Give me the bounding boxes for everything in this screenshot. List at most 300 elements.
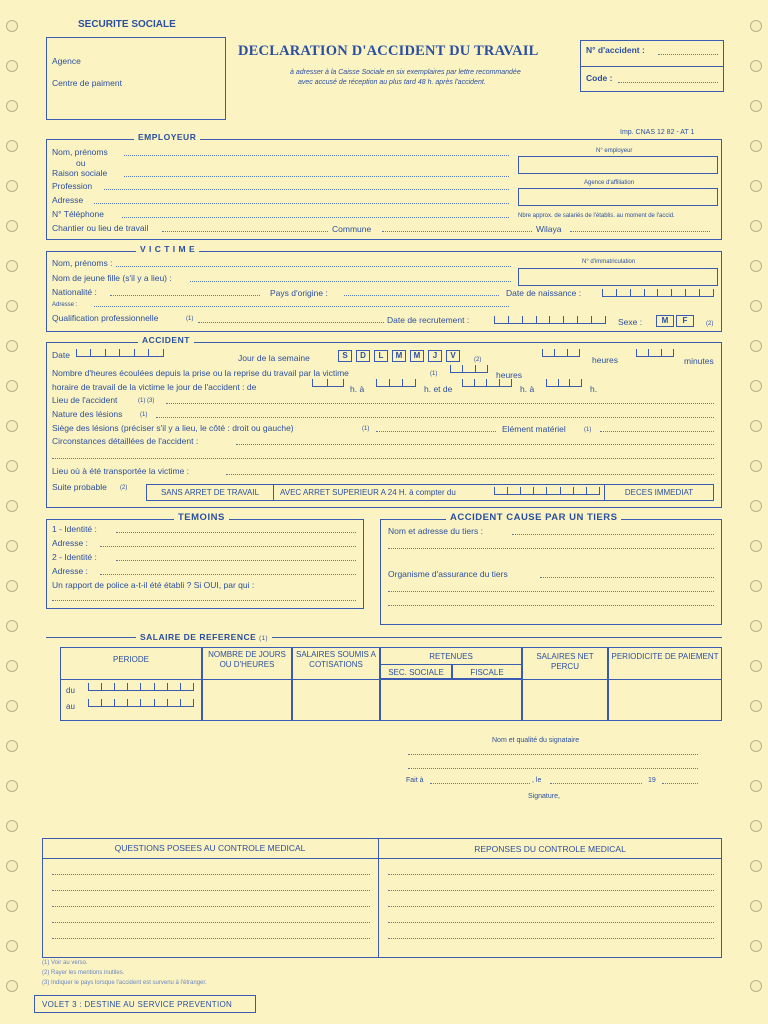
- sal-periodicite-header: PERIODICITE DE PAIEMENT: [611, 652, 719, 661]
- sig-nom-qualite-label: Nom et qualité du signataire: [492, 737, 580, 744]
- acc-lieu-label: Lieu de l'accident: [52, 395, 118, 405]
- medical-questions-header: QUESTIONS POSEES AU CONTROLE MEDICAL: [114, 843, 306, 853]
- perforation-hole: [6, 940, 18, 952]
- perforation-hole: [6, 780, 18, 792]
- comb-tick: [487, 365, 488, 372]
- comb-tick: [579, 349, 580, 356]
- comb-tick: [508, 316, 509, 323]
- medical-q-line1[interactable]: [52, 874, 370, 875]
- comb-tick: [657, 289, 658, 296]
- comb-tick: [713, 289, 714, 296]
- sal-retenues-header: RETENUES: [429, 652, 473, 661]
- perforation-hole: [6, 500, 18, 512]
- perforation-hole: [6, 60, 18, 72]
- perforation-hole: [750, 340, 762, 352]
- comb-tick: [402, 379, 403, 386]
- acc-date-label: Date: [52, 350, 70, 360]
- comb-tick: [591, 316, 592, 323]
- tiers-organisme-field2[interactable]: [388, 591, 714, 592]
- medical-q-line2[interactable]: [52, 890, 370, 891]
- acc-nb-heures-unit: heures: [496, 370, 522, 380]
- comb-tick: [577, 316, 578, 323]
- comb-tick: [486, 379, 487, 386]
- comb-tick: [499, 379, 500, 386]
- comb-tick: [536, 316, 537, 323]
- medical-r-line4[interactable]: [388, 922, 714, 923]
- emp-nbre-salaries-label: Nbre approx. de salariés de l'établis. au moment de l'accid.: [518, 213, 675, 219]
- vic-sexe-m-box[interactable]: M: [656, 315, 674, 327]
- accident-heading: ACCIDENT: [138, 335, 194, 345]
- emp-ou-label: ou: [76, 158, 86, 168]
- acc-avec-arret-option[interactable]: AVEC ARRET SUPERIEUR A 24 H. à compter du: [280, 488, 456, 497]
- securite-sociale-label: SECURITE SOCIALE: [78, 19, 176, 30]
- perforation-hole: [6, 620, 18, 632]
- comb-tick: [673, 349, 674, 356]
- vic-num-immatriculation-label: N° d'immatriculation: [582, 259, 636, 265]
- comb-tick: [114, 699, 115, 706]
- tem-adresse1-label: Adresse :: [52, 538, 88, 548]
- comb-tick: [101, 683, 102, 690]
- emp-nom-field[interactable]: [124, 155, 509, 156]
- emp-commune-field[interactable]: [382, 231, 532, 232]
- comb-tick: [671, 289, 672, 296]
- acc-day-box[interactable]: M: [392, 350, 406, 362]
- comb-tick: [114, 683, 115, 690]
- comb-tick: [462, 365, 463, 372]
- num-accident-field[interactable]: [658, 54, 718, 55]
- medical-header-rule: [42, 858, 722, 859]
- medical-r-line3[interactable]: [388, 906, 714, 907]
- acc-deces-option[interactable]: DECES IMMEDIAT: [604, 484, 714, 501]
- acc-element-note: (1): [584, 427, 592, 433]
- comb-tick: [507, 487, 508, 494]
- vic-jeune-fille-field[interactable]: [190, 281, 511, 282]
- perforation-hole: [6, 140, 18, 152]
- perforation-hole: [750, 140, 762, 152]
- sig-nom-field2[interactable]: [408, 768, 698, 769]
- comb-tick: [163, 349, 164, 356]
- centre-paiement-label: Centre de paiment: [52, 78, 122, 88]
- comb-tick: [88, 683, 89, 690]
- comb-tick: [180, 683, 181, 690]
- perforation-hole: [6, 740, 18, 752]
- comb-tick: [134, 349, 135, 356]
- comb-tick: [148, 349, 149, 356]
- perforation-hole: [750, 220, 762, 232]
- perforation-hole: [750, 660, 762, 672]
- tem-id1-label: 1 - Identité :: [52, 524, 97, 534]
- acc-nb-heures-field[interactable]: [450, 364, 488, 373]
- comb-tick: [90, 349, 91, 356]
- comb-tick: [520, 487, 521, 494]
- acc-element-label: Elément matériel: [502, 424, 566, 434]
- tem-rapport-field[interactable]: [52, 600, 356, 601]
- perforation-hole: [6, 220, 18, 232]
- victime-heading: V I C T I M E: [136, 244, 199, 254]
- sal-sec-sociale-header: SEC. SOCIALE: [388, 668, 444, 677]
- perforation-hole: [6, 100, 18, 112]
- comb-tick: [563, 316, 564, 323]
- acc-horaire-a1: h. à: [350, 384, 365, 394]
- comb-tick: [661, 349, 662, 356]
- perforation-hole: [750, 380, 762, 392]
- acc-suite-note: (2): [120, 485, 128, 491]
- perforation-hole: [750, 780, 762, 792]
- sig-signature-label: Signature,: [528, 793, 560, 800]
- comb-tick: [569, 379, 570, 386]
- comb-tick: [546, 379, 547, 386]
- comb-tick: [685, 289, 686, 296]
- comb-tick: [76, 349, 77, 356]
- comb-tick: [154, 699, 155, 706]
- vic-adresse-field[interactable]: [94, 306, 509, 307]
- comb-tick: [511, 379, 512, 386]
- tem-adresse1-field[interactable]: [100, 546, 356, 547]
- perforation-hole: [6, 700, 18, 712]
- sig-annee-field[interactable]: [662, 783, 698, 784]
- tiers-nom-field2[interactable]: [388, 548, 714, 549]
- emp-raison-label: Raison sociale: [52, 168, 108, 178]
- comb-tick: [554, 349, 555, 356]
- comb-tick: [560, 487, 561, 494]
- perforation-hole: [6, 300, 18, 312]
- perforation-hole: [750, 900, 762, 912]
- acc-nature-note: (1): [140, 412, 148, 418]
- acc-heures-field[interactable]: [542, 348, 580, 357]
- perforation-hole: [750, 420, 762, 432]
- comb-tick: [573, 487, 574, 494]
- perforation-hole: [750, 980, 762, 992]
- acc-circonstances-label: Circonstances détaillées de l'accident :: [52, 436, 199, 446]
- volet-label: VOLET 3 : DESTINE AU SERVICE PREVENTION: [42, 1000, 233, 1009]
- code-field[interactable]: [618, 82, 718, 83]
- perforation-hole: [750, 620, 762, 632]
- emp-telephone-label: N° Téléphone: [52, 209, 104, 219]
- tem-id2-label: 2 - Identité :: [52, 552, 97, 562]
- vic-jeune-fille-label: Nom de jeune fille (s'il y a lieu) :: [52, 273, 172, 283]
- left-perforation: [4, 0, 20, 1024]
- footnote-2: (2) Rayer les mentions inutiles.: [42, 970, 125, 976]
- comb-tick: [119, 349, 120, 356]
- perforation-hole: [750, 20, 762, 32]
- perforation-hole: [6, 820, 18, 832]
- acc-lieu-note: (1) (3): [138, 398, 155, 404]
- vic-qualification-note: (1): [186, 316, 194, 322]
- perforation-hole: [6, 580, 18, 592]
- emp-num-employeur-label: N° employeur: [596, 148, 633, 154]
- perforation-hole: [6, 340, 18, 352]
- sal-du-label: du: [66, 686, 75, 695]
- perforation-hole: [6, 460, 18, 472]
- acc-avec-arret-date[interactable]: [494, 486, 600, 495]
- comb-tick: [699, 289, 700, 296]
- vic-pays-label: Pays d'origine :: [270, 288, 328, 298]
- medical-q-line3[interactable]: [52, 906, 370, 907]
- vic-sexe-note: (2): [706, 321, 714, 327]
- comb-tick: [558, 379, 559, 386]
- acc-siege-field[interactable]: [376, 431, 496, 432]
- comb-tick: [462, 379, 463, 386]
- tiers-heading: ACCIDENT CAUSE PAR UN TIERS: [446, 512, 621, 523]
- perforation-hole: [750, 820, 762, 832]
- vic-nationalite-label: Nationalité :: [52, 287, 97, 297]
- comb-tick: [180, 699, 181, 706]
- perforation-hole: [6, 980, 18, 992]
- comb-tick: [605, 316, 606, 323]
- comb-tick: [376, 379, 377, 386]
- acc-nature-field[interactable]: [156, 417, 714, 418]
- emp-wilaya-field[interactable]: [570, 231, 710, 232]
- comb-tick: [549, 316, 550, 323]
- comb-tick: [101, 699, 102, 706]
- acc-day-box[interactable]: L: [374, 350, 388, 362]
- emp-chantier-field[interactable]: [162, 231, 328, 232]
- acc-minutes-field[interactable]: [636, 348, 674, 357]
- emp-agence-affiliation-box[interactable]: [518, 188, 718, 206]
- comb-tick: [644, 289, 645, 296]
- vic-qualification-field[interactable]: [198, 322, 384, 323]
- sig-le-label: , le: [532, 777, 542, 784]
- emp-adresse-field[interactable]: [94, 203, 509, 204]
- medical-q-line4[interactable]: [52, 922, 370, 923]
- emp-telephone-field[interactable]: [122, 217, 509, 218]
- perforation-hole: [750, 460, 762, 472]
- comb-tick: [343, 379, 344, 386]
- comb-tick: [599, 487, 600, 494]
- comb-tick: [88, 699, 89, 706]
- emp-wilaya-label: Wilaya: [536, 224, 562, 234]
- perforation-hole: [750, 940, 762, 952]
- sal-header-rule: [60, 679, 722, 680]
- perforation-hole: [750, 100, 762, 112]
- medical-q-line5[interactable]: [52, 938, 370, 939]
- comb-tick: [648, 349, 649, 356]
- perforation-hole: [6, 900, 18, 912]
- acc-lieu-field[interactable]: [166, 403, 714, 404]
- perforation-hole: [750, 300, 762, 312]
- medical-r-line5[interactable]: [388, 938, 714, 939]
- comb-tick: [636, 349, 637, 356]
- vic-sexe-label: Sexe :: [618, 317, 643, 327]
- perforation-hole: [6, 420, 18, 432]
- acc-sans-arret-option[interactable]: SANS ARRET DE TRAVAIL: [146, 484, 274, 501]
- sal-soumis-header: SALAIRES SOUMIS A COTISATIONS: [295, 650, 377, 669]
- tiers-organisme-field1[interactable]: [540, 577, 714, 578]
- comb-tick: [522, 316, 523, 323]
- comb-tick: [154, 683, 155, 690]
- agence-label: Agence: [52, 56, 81, 66]
- sal-periode-header: PERIODE: [112, 655, 149, 664]
- perforation-hole: [6, 20, 18, 32]
- tiers-organisme-label: Organisme d'assurance du tiers: [388, 569, 508, 579]
- vic-qualification-label: Qualification professionnelle: [52, 313, 159, 323]
- perforation-hole: [6, 860, 18, 872]
- acc-horaire-from2[interactable]: [462, 378, 512, 387]
- acc-siege-note: (1): [362, 426, 370, 432]
- acc-element-field[interactable]: [600, 431, 714, 432]
- perforation-hole: [6, 380, 18, 392]
- acc-horaire-to2[interactable]: [546, 378, 582, 387]
- perforation-hole: [750, 700, 762, 712]
- num-accident-label: N° d'accident :: [586, 45, 645, 55]
- vic-nationalite-field[interactable]: [110, 295, 260, 296]
- comb-tick: [602, 289, 603, 296]
- acc-nature-label: Nature des lésions: [52, 409, 123, 419]
- tem-id1-field[interactable]: [116, 532, 356, 533]
- comb-tick: [494, 487, 495, 494]
- acc-minutes-label: minutes: [684, 356, 714, 366]
- sig-nom-field1[interactable]: [408, 754, 698, 755]
- acc-horaire-from1[interactable]: [312, 378, 344, 387]
- tem-rapport-label: Un rapport de police a-t-il été établi ? Si OUI, par qui :: [52, 580, 255, 590]
- comb-tick: [494, 316, 495, 323]
- acc-lieu-transport-label: Lieu où à été transportée la victime :: [52, 466, 190, 476]
- tiers-nom-field1[interactable]: [512, 534, 714, 535]
- acc-date-field[interactable]: [76, 348, 164, 357]
- comb-tick: [450, 365, 451, 372]
- sal-jours-header: NOMBRE DE JOURS OU D'HEURES: [208, 650, 286, 669]
- vic-num-immatriculation-box[interactable]: [518, 268, 718, 286]
- comb-tick: [167, 699, 168, 706]
- acc-horaire-et-de: h. et de: [424, 384, 453, 394]
- perforation-hole: [6, 540, 18, 552]
- subtitle-line1: à adresser à la Caisse Sociale en six exemplaires par lettre recommandée: [290, 69, 521, 76]
- acc-circonstances-field2[interactable]: [52, 458, 714, 459]
- vic-date-naissance-field[interactable]: [602, 288, 714, 297]
- medical-r-line1[interactable]: [388, 874, 714, 875]
- acc-jour-semaine-label: Jour de la semaine: [238, 353, 310, 363]
- comb-tick: [193, 683, 194, 690]
- comb-tick: [127, 683, 128, 690]
- acc-horaire-to1[interactable]: [376, 378, 416, 387]
- emp-agence-affiliation-label: Agence d'affiliation: [584, 180, 635, 186]
- acc-day-box[interactable]: V: [446, 350, 460, 362]
- perforation-hole: [750, 500, 762, 512]
- vic-nom-label: Nom, prénoms :: [52, 258, 113, 268]
- acc-nb-heures-note: (1): [430, 371, 438, 377]
- employeur-heading: EMPLOYEUR: [134, 132, 200, 142]
- perforation-hole: [750, 860, 762, 872]
- emp-profession-field[interactable]: [104, 189, 509, 190]
- comb-tick: [474, 379, 475, 386]
- acc-day-box[interactable]: M: [410, 350, 424, 362]
- comb-tick: [389, 379, 390, 386]
- acc-siege-label: Siège des lésions (préciser s'il y a lieu, le côté : droit ou gauche): [52, 423, 294, 433]
- subtitle-line2: avec accusé de réception au plus tard 48 h. après l'accident.: [298, 79, 486, 86]
- perforation-hole: [750, 60, 762, 72]
- tem-id2-field[interactable]: [116, 560, 356, 561]
- vic-date-naissance-label: Date de naissance :: [506, 288, 582, 298]
- code-label: Code :: [586, 73, 613, 83]
- sal-net-header: SALAIRES NET PERCU: [536, 652, 594, 671]
- comb-tick: [581, 379, 582, 386]
- emp-commune-label: Commune: [332, 224, 372, 234]
- footnote-1: (1) Voir au verso.: [42, 960, 88, 966]
- sal-au-label: au: [66, 702, 75, 711]
- vic-date-recrutement-field[interactable]: [494, 315, 606, 324]
- acc-day-box[interactable]: D: [356, 350, 370, 362]
- acc-day-box[interactable]: J: [428, 350, 442, 362]
- form-title: DECLARATION D'ACCIDENT DU TRAVAIL: [238, 43, 539, 59]
- sal-fiscale-header: FISCALE: [470, 668, 504, 677]
- perforation-hole: [750, 580, 762, 592]
- tiers-nom-label: Nom et adresse du tiers :: [388, 526, 483, 536]
- acc-lieu-transport-field[interactable]: [226, 474, 714, 475]
- comb-tick: [415, 379, 416, 386]
- comb-tick: [127, 699, 128, 706]
- acc-nb-heures-label: Nombre d'heures écoulées depuis la prise ou la reprise du travail par la victime: [52, 368, 349, 378]
- accident-number-divider: [580, 66, 724, 67]
- medical-r-line2[interactable]: [388, 890, 714, 891]
- medical-reponses-header: REPONSES DU CONTROLE MEDICAL: [474, 844, 626, 854]
- perforation-hole: [6, 180, 18, 192]
- comb-tick: [616, 289, 617, 296]
- comb-tick: [630, 289, 631, 296]
- acc-circonstances-field1[interactable]: [236, 444, 714, 445]
- acc-horaire-a2: h. à: [520, 384, 535, 394]
- sig-fait-a-field[interactable]: [430, 783, 530, 784]
- comb-tick: [533, 487, 534, 494]
- tem-adresse2-field[interactable]: [100, 574, 356, 575]
- right-perforation: [748, 0, 764, 1024]
- sal-du-field[interactable]: [88, 682, 194, 691]
- comb-tick: [586, 487, 587, 494]
- comb-tick: [312, 379, 313, 386]
- medical-table: [42, 838, 722, 958]
- salaire-heading: SALAIRE DE REFERENCE (1): [136, 632, 272, 642]
- tiers-organisme-field3[interactable]: [388, 605, 714, 606]
- emp-num-employeur-box[interactable]: [518, 156, 718, 174]
- comb-tick: [105, 349, 106, 356]
- perforation-hole: [750, 540, 762, 552]
- sal-au-field[interactable]: [88, 698, 194, 707]
- comb-tick: [193, 699, 194, 706]
- medical-divider: [378, 838, 379, 958]
- vic-adresse-label: Adresse :: [52, 302, 78, 308]
- sig-fait-a-label: Fait à: [406, 777, 424, 784]
- comb-tick: [140, 699, 141, 706]
- comb-tick: [546, 487, 547, 494]
- perforation-hole: [750, 740, 762, 752]
- emp-adresse-label: Adresse: [52, 195, 84, 205]
- comb-tick: [167, 683, 168, 690]
- comb-tick: [327, 379, 328, 386]
- perforation-hole: [750, 260, 762, 272]
- comb-tick: [542, 349, 543, 356]
- acc-horaire-label: horaire de travail de la victime le jour de l'accident : de: [52, 382, 257, 392]
- acc-suite-label: Suite probable: [52, 482, 107, 492]
- emp-nom-label: Nom, prénoms: [52, 147, 108, 157]
- perforation-hole: [6, 260, 18, 272]
- perforation-hole: [6, 660, 18, 672]
- acc-heures-label: heures: [592, 355, 618, 365]
- vic-sexe-f-box[interactable]: F: [676, 315, 694, 327]
- acc-days-note: (2): [474, 357, 482, 363]
- vic-nom-field[interactable]: [116, 266, 511, 267]
- tem-adresse2-label: Adresse :: [52, 566, 88, 576]
- acc-horaire-end: h.: [590, 384, 598, 394]
- temoins-heading: TEMOINS: [174, 512, 229, 523]
- sig-le-field[interactable]: [550, 783, 642, 784]
- comb-tick: [140, 683, 141, 690]
- sig-annee-label: 19: [648, 777, 656, 784]
- emp-chantier-label: Chantier ou lieu de travail: [52, 223, 149, 233]
- emp-profession-label: Profession: [52, 181, 93, 191]
- perforation-hole: [750, 180, 762, 192]
- vic-pays-field[interactable]: [344, 295, 499, 296]
- acc-day-box[interactable]: S: [338, 350, 352, 362]
- emp-raison-field[interactable]: [124, 176, 509, 177]
